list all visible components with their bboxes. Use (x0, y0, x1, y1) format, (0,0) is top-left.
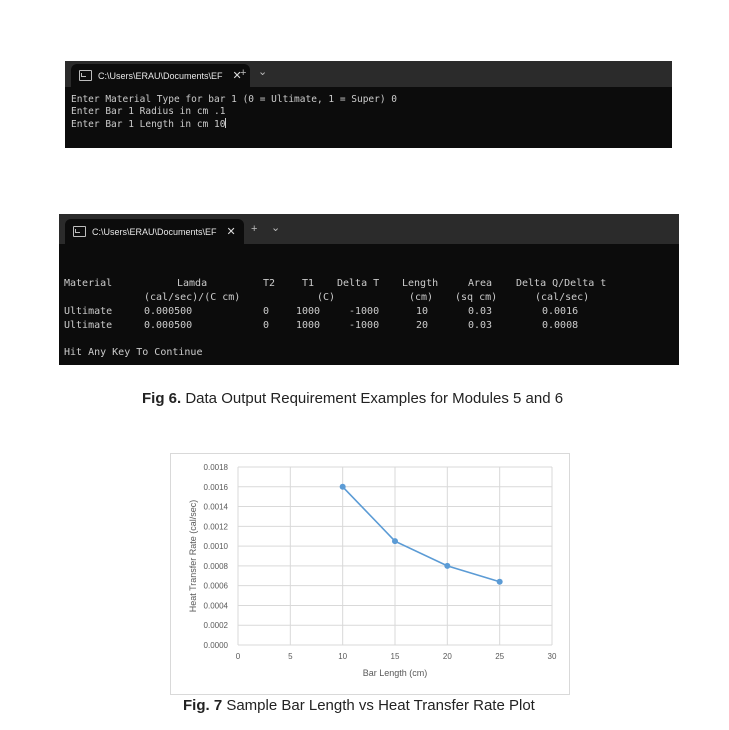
chart-container (170, 453, 570, 695)
data-point (392, 538, 398, 544)
x-tick-label: 0 (235, 652, 241, 661)
header-delta-t: Delta T (337, 278, 380, 289)
cell-area: 0.03 (468, 320, 493, 331)
cell-delta-t: -1000 (349, 306, 380, 317)
x-tick-label: 30 (547, 652, 557, 661)
header-area: Area (468, 278, 493, 289)
header-t1: T1 (302, 278, 315, 289)
console-line: Enter Material Type for bar 1 (0 = Ultimate, 1 = Super) 0 (71, 94, 398, 105)
unit-area: (sq cm) (455, 292, 498, 303)
cell-material: Ultimate (64, 320, 113, 331)
cell-area: 0.03 (468, 306, 493, 317)
unit-lamda: (cal/sec)/(C cm) (144, 292, 241, 303)
cell-delta-q: 0.0008 (542, 320, 579, 331)
cell-material: Ultimate (64, 306, 113, 317)
cell-delta-t: -1000 (349, 320, 380, 331)
terminal-tab-bar (59, 214, 679, 244)
data-point (340, 484, 346, 490)
caption-text: Sample Bar Length vs Heat Transfer Rate Plot (222, 697, 535, 714)
cell-delta-q: 0.0016 (542, 306, 579, 317)
terminal-icon (73, 226, 86, 237)
figure-number: Fig. 7 (183, 697, 223, 714)
console-line: Enter Bar 1 Radius in cm .1 (71, 106, 226, 117)
y-tick-label: 0.0000 (203, 641, 228, 650)
terminal-icon (79, 70, 92, 81)
cell-t1: 1000 (296, 306, 321, 317)
tab-title: C:\Users\ERAU\Documents\EF (92, 226, 217, 237)
y-tick-label: 0.0002 (203, 621, 228, 631)
terminal-window-output (59, 214, 679, 365)
y-tick-label: 0.0004 (203, 601, 228, 611)
y-axis-label: Heat Transfer Rate (cal/sec) (188, 499, 198, 613)
new-tab-icon[interactable]: + (251, 223, 258, 235)
continue-prompt: Hit Any Key To Continue (64, 347, 203, 358)
y-tick-label: 0.0018 (203, 463, 228, 472)
cell-t2: 0 (263, 320, 270, 331)
y-tick-label: 0.0012 (203, 522, 228, 532)
chevron-down-icon[interactable]: ⌄ (271, 222, 281, 234)
header-t2: T2 (263, 278, 276, 289)
terminal-tab-bar (65, 61, 672, 87)
x-tick-label: 10 (338, 652, 348, 661)
figure-caption (142, 390, 563, 407)
close-icon[interactable]: ✕ (232, 70, 242, 82)
figure-caption (183, 697, 535, 714)
terminal-tab[interactable] (71, 64, 250, 87)
chevron-down-icon[interactable]: ⌄ (258, 66, 268, 78)
x-tick-label: 25 (495, 652, 505, 661)
header-length: Length (402, 278, 439, 289)
x-tick-label: 5 (288, 652, 293, 661)
unit-length: (cm) (409, 292, 434, 303)
y-tick-label: 0.0016 (203, 482, 228, 492)
cell-t2: 0 (263, 306, 270, 317)
tab-title: C:\Users\ERAU\Documents\EF (98, 70, 223, 81)
line-chart (171, 454, 569, 694)
figure-number: Fig 6. (142, 390, 182, 407)
series-line (343, 487, 500, 582)
close-icon[interactable]: ✕ (226, 226, 236, 238)
new-tab-icon[interactable]: + (240, 67, 247, 79)
y-tick-label: 0.0008 (203, 561, 228, 571)
cell-t1: 1000 (296, 320, 321, 331)
header-delta-q: Delta Q/Delta t (516, 278, 607, 289)
cell-lamda: 0.000500 (144, 320, 193, 331)
data-point (497, 579, 503, 585)
header-material: Material (64, 278, 113, 289)
caption-text: Data Output Requirement Examples for Modules 5 and 6 (181, 390, 564, 407)
cell-lamda: 0.000500 (144, 306, 193, 317)
cell-length: 10 (416, 306, 429, 317)
cell-length: 20 (416, 320, 429, 331)
unit-t1: (C) (317, 292, 336, 303)
y-tick-label: 0.0010 (203, 542, 228, 552)
x-axis-label: Bar Length (cm) (362, 668, 428, 678)
x-tick-label: 15 (390, 652, 400, 661)
y-tick-label: 0.0014 (203, 502, 228, 512)
x-tick-label: 20 (442, 652, 452, 661)
console-line: Enter Bar 1 Length in cm 10 (71, 119, 226, 130)
y-tick-label: 0.0006 (203, 581, 228, 591)
unit-delta-q: (cal/sec) (535, 292, 590, 303)
terminal-tab[interactable] (65, 219, 244, 244)
header-lamda: Lamda (177, 278, 208, 289)
text-cursor (225, 118, 226, 128)
terminal-window-input (65, 61, 672, 148)
data-point (444, 563, 450, 569)
